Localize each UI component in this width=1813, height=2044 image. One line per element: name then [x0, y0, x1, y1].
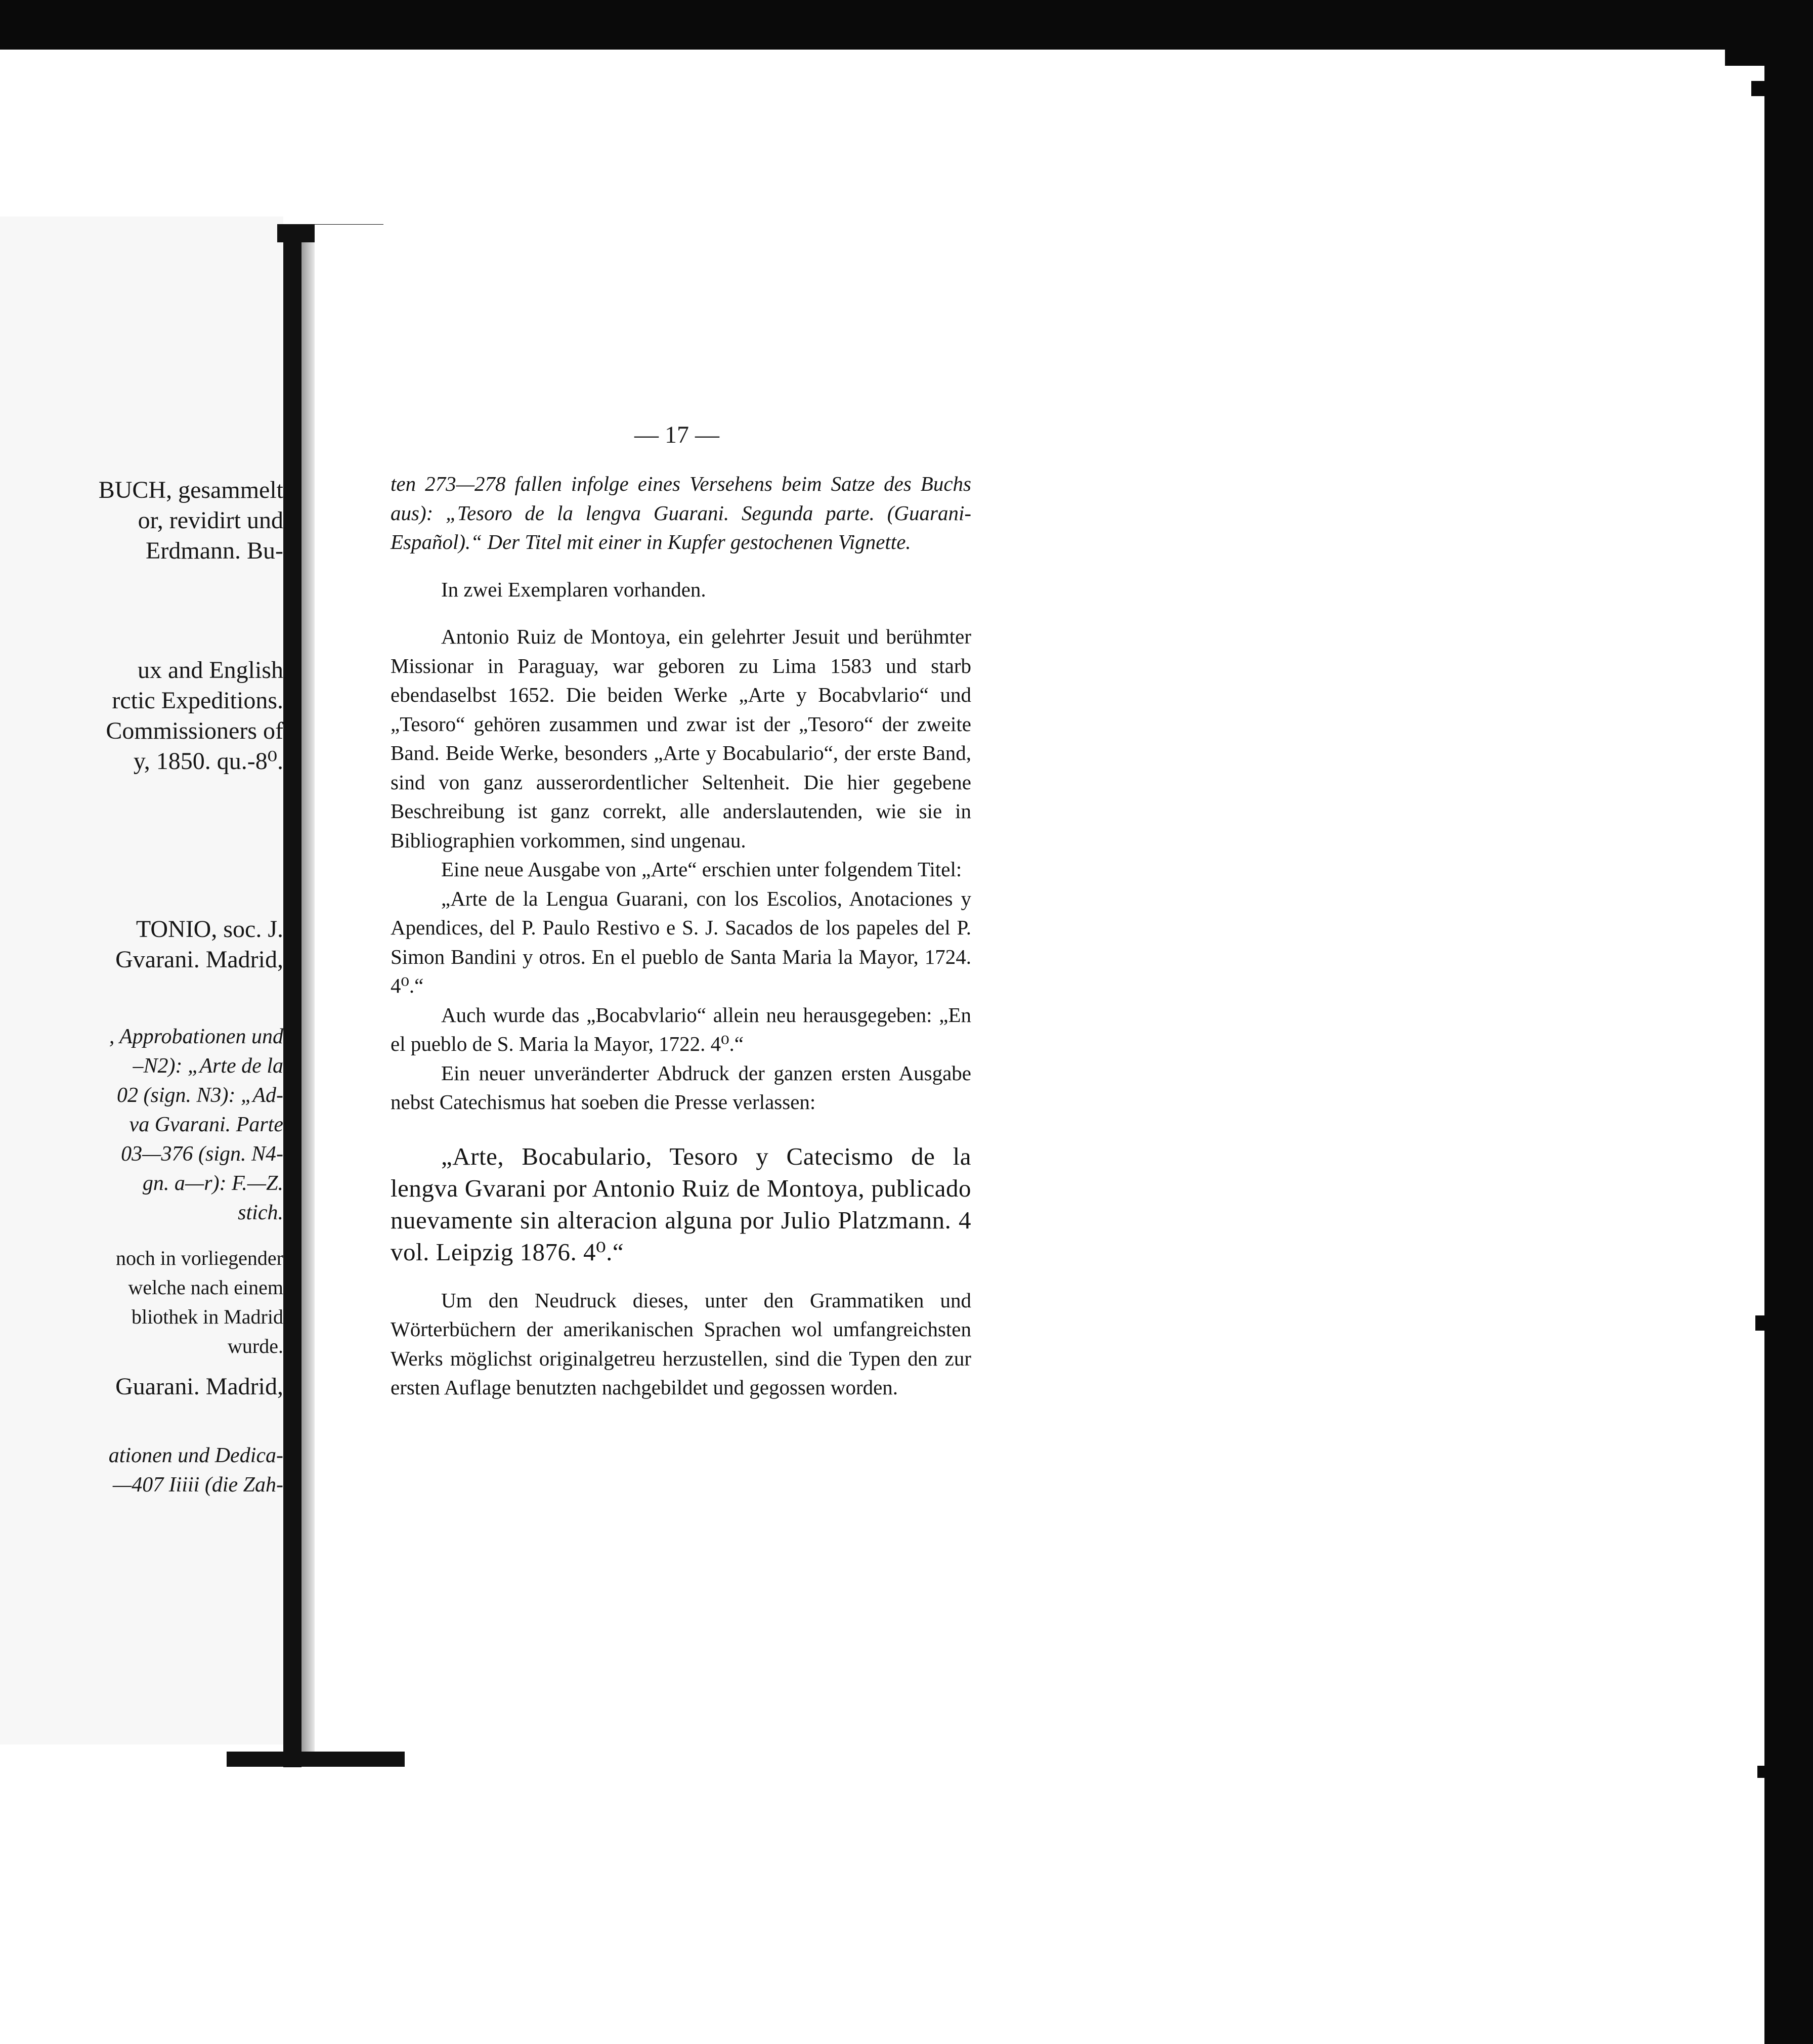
binding-gutter [301, 242, 315, 1755]
paragraph-quote: „Arte de la Lengua Guarani, con los Escolios, Anotaciones y Apendices, del P. Paulo Restivo e S. J. Sacados de los papeles del P. Simon Bandini y otros. En el pueblo de Santa Maria la Mayor, 1724. 4⁰.“ [391, 886, 971, 997]
scan-border-notch [1751, 81, 1772, 96]
left-line: wurde. [228, 1335, 283, 1357]
left-line: Gvarani. Madrid, [115, 946, 283, 973]
left-line: 02 (sign. N3): „Ad- [117, 1084, 283, 1107]
left-line: BUCH, gesammelt [98, 477, 283, 503]
left-line: Erdmann. Bu- [146, 537, 283, 564]
left-line: or, revidirt und [138, 507, 283, 534]
left-line: Commissioners of [106, 717, 283, 744]
paragraph: Um den Neudruck dieses, unter den Grammatiken und Wörterbüchern der amerikanischen Sprachen wol umfangreichsten Werks möglichst originalgetreu herzustellen, sind die Typen den zur ersten Auflage benutzten nachgebildet und gegossen worden. [391, 1288, 971, 1399]
left-line: , Approbationen und [109, 1025, 283, 1048]
scan-border-notch [1755, 1315, 1771, 1331]
paragraph-continuation: ten 273—278 fallen infolge eines Versehens beim Satze des Buchs aus): „Tesoro de la lengva Guarani. Segunda parte. (Guarani-Español).“ Der Titel mit einer in Kupfer gestochenen Vignette. [391, 472, 971, 553]
title-citation: „Arte, Bocabulario, Tesoro y Catecismo de la lengva Gvarani por Antonio Ruiz de Montoya, publicado nuevamente sin alteracion alguna por Julio Platzmann. 4 vol. Leipzig 1876. 4⁰.“ [391, 1142, 971, 1266]
left-line: y, 1850. qu.-8⁰. [133, 748, 283, 775]
left-line: bliothek in Madrid [132, 1305, 283, 1328]
binding-clamp-vertical [283, 224, 301, 1767]
left-line: 03—376 (sign. N4- [121, 1142, 283, 1166]
left-line: ationen und Dedica- [108, 1444, 283, 1467]
page-body [391, 470, 971, 1402]
left-line: ux and English [138, 657, 283, 684]
paragraph: In zwei Exemplaren vorhanden. [441, 577, 706, 601]
scan-border-right [1764, 20, 1813, 2044]
left-line: –N2): „Arte de la [133, 1054, 283, 1078]
left-line: Guarani. Madrid, [115, 1373, 283, 1400]
left-line: stich. [238, 1201, 283, 1224]
scan-border-top [0, 0, 1813, 50]
left-line: rctic Expeditions. [112, 687, 283, 714]
paragraph: Antonio Ruiz de Montoya, ein gelehrter Jesuit und berühmter Missionar in Paraguay, war geboren zu Lima 1583 und starb ebendaselbst 1652. Die beiden Werke „Arte y Bocabvlario“ und „Tesoro“ gehören zusammen und zwar ist der „Tesoro“ der zweite Band. Beide Werke, besonders „Arte y Bocabulario“, der erste Band, sind von ganz ausserordentlicher Seltenheit. Die hier gegebene Beschreibung ist ganz correkt, alle anderslautenden, wie sie in Bibliographien vorkommen, sind ungenau. [391, 625, 971, 852]
left-line: va Gvarani. Parte [129, 1113, 283, 1136]
left-facing-page [0, 217, 283, 1744]
left-line: gn. a—r): F.—Z. [142, 1172, 283, 1195]
left-line: —407 Iiiii (die Zah- [112, 1473, 283, 1497]
binding-clamp-bottom [227, 1752, 405, 1767]
paragraph: Eine neue Ausgabe von „Arte“ erschien unter folgendem Titel: [441, 858, 962, 881]
left-line: welche nach einem [128, 1276, 283, 1299]
paragraph: Ein neuer unveränderter Abdruck der ganzen ersten Ausgabe nebst Catechismus hat soeben die Presse verlassen: [391, 1061, 971, 1114]
paragraph: Auch wurde das „Bocabvlario“ allein neu herausgegeben: „En el pueblo de S. Maria la Mayor, 1722. 4⁰.“ [391, 1003, 971, 1055]
scan-border-notch [1757, 1766, 1769, 1778]
left-line: noch in vorliegender [116, 1247, 283, 1269]
left-line: TONIO, soc. J. [136, 916, 283, 943]
page-number: — 17 — [634, 421, 719, 448]
